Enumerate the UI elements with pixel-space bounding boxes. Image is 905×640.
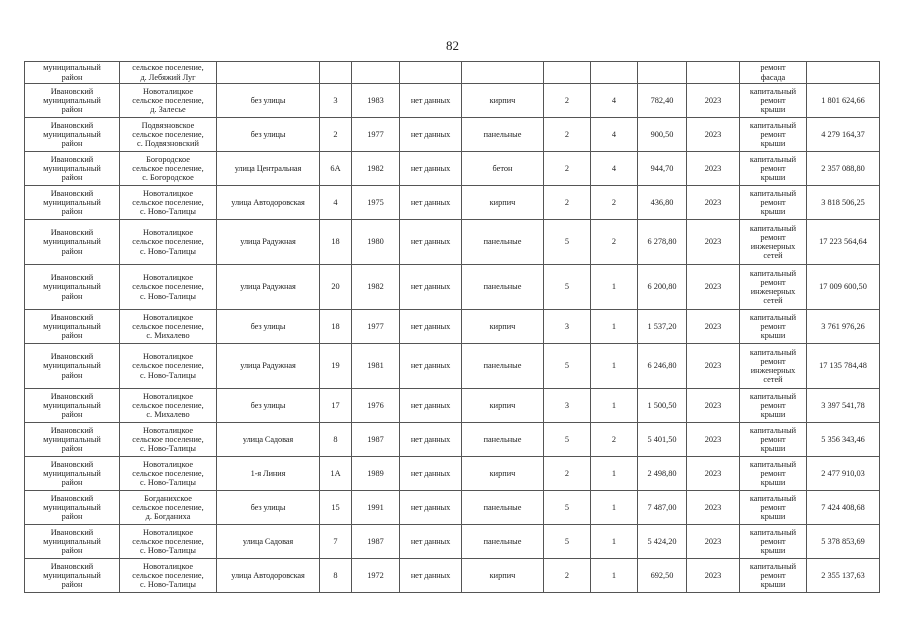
cell-house-number: 18 <box>320 310 352 344</box>
cell-street: улица Радужная <box>217 265 320 310</box>
cell-area: 5 424,20 <box>638 525 687 559</box>
cell-street: улица Радужная <box>217 344 320 389</box>
cell-area: 6 278,80 <box>638 220 687 265</box>
table-row <box>25 389 880 423</box>
cell-house-number: 8 <box>320 423 352 457</box>
cell-entrances: 4 <box>591 118 638 152</box>
cell-year-planned: 2023 <box>687 525 740 559</box>
cell-wall-material: кирпич <box>462 186 544 220</box>
cell-unknown: нет данных <box>400 220 462 265</box>
cell-house-number: 20 <box>320 265 352 310</box>
table-row <box>25 152 880 186</box>
cell-unknown: нет данных <box>400 423 462 457</box>
cell-work-type: капитальный ремонт крыши <box>740 118 807 152</box>
cell-year-built: 1983 <box>352 84 400 118</box>
cell-unknown: нет данных <box>400 389 462 423</box>
cell-street: улица Автодоровская <box>217 186 320 220</box>
cell-floors: 2 <box>544 118 591 152</box>
cell-district: Ивановский муниципальный район <box>25 265 120 310</box>
cell-work-type: капитальный ремонт крыши <box>740 152 807 186</box>
cell-floors: 5 <box>544 525 591 559</box>
cell-street <box>217 62 320 84</box>
cell-work-type: капитальный ремонт инженерных сетей <box>740 220 807 265</box>
cell-year-built <box>352 62 400 84</box>
cell-street: улица Радужная <box>217 220 320 265</box>
buildings-table <box>24 61 880 593</box>
cell-entrances: 2 <box>591 186 638 220</box>
cell-house-number <box>320 62 352 84</box>
cell-year-planned: 2023 <box>687 491 740 525</box>
cell-work-type: капитальный ремонт инженерных сетей <box>740 265 807 310</box>
cell-area: 782,40 <box>638 84 687 118</box>
cell-entrances: 1 <box>591 457 638 491</box>
cell-floors: 3 <box>544 389 591 423</box>
cell-house-number: 6А <box>320 152 352 186</box>
cell-house-number: 19 <box>320 344 352 389</box>
cell-year-planned <box>687 62 740 84</box>
cell-district: Ивановский муниципальный район <box>25 344 120 389</box>
cell-cost: 3 761 976,26 <box>807 310 880 344</box>
cell-work-type: капитальный ремонт крыши <box>740 84 807 118</box>
cell-settlement: Новоталицкое сельское поселение, с. Ново-Талицы <box>120 186 217 220</box>
cell-cost: 17 009 600,50 <box>807 265 880 310</box>
cell-year-built: 1977 <box>352 118 400 152</box>
cell-house-number: 15 <box>320 491 352 525</box>
cell-street: улица Автодоровская <box>217 559 320 593</box>
cell-area: 1 500,50 <box>638 389 687 423</box>
cell-house-number: 8 <box>320 559 352 593</box>
cell-cost: 2 357 088,80 <box>807 152 880 186</box>
cell-unknown: нет данных <box>400 559 462 593</box>
cell-unknown: нет данных <box>400 152 462 186</box>
cell-floors: 5 <box>544 220 591 265</box>
table-row <box>25 423 880 457</box>
cell-street: без улицы <box>217 310 320 344</box>
cell-cost: 2 477 910,03 <box>807 457 880 491</box>
table-row <box>25 118 880 152</box>
cell-district: муниципальный район <box>25 62 120 84</box>
page-number: 82 <box>446 38 459 53</box>
cell-house-number: 2 <box>320 118 352 152</box>
cell-cost: 17 135 784,48 <box>807 344 880 389</box>
cell-house-number: 3 <box>320 84 352 118</box>
cell-settlement: сельское поселение, д. Лебяжий Луг <box>120 62 217 84</box>
cell-settlement: Богородское сельское поселение, с. Богородское <box>120 152 217 186</box>
table-row <box>25 491 880 525</box>
cell-house-number: 17 <box>320 389 352 423</box>
cell-unknown: нет данных <box>400 310 462 344</box>
table-row <box>25 186 880 220</box>
cell-year-built: 1982 <box>352 152 400 186</box>
cell-floors: 2 <box>544 186 591 220</box>
cell-floors <box>544 62 591 84</box>
cell-unknown: нет данных <box>400 525 462 559</box>
cell-unknown: нет данных <box>400 491 462 525</box>
cell-year-built: 1981 <box>352 344 400 389</box>
cell-settlement: Новоталицкое сельское поселение, с. Ново-Талицы <box>120 220 217 265</box>
cell-entrances: 1 <box>591 491 638 525</box>
table-row <box>25 84 880 118</box>
cell-district: Ивановский муниципальный район <box>25 457 120 491</box>
cell-area: 436,80 <box>638 186 687 220</box>
cell-year-planned: 2023 <box>687 186 740 220</box>
cell-entrances: 1 <box>591 265 638 310</box>
cell-settlement: Новоталицкое сельское поселение, с. Ново-Талицы <box>120 457 217 491</box>
cell-work-type: капитальный ремонт крыши <box>740 559 807 593</box>
cell-cost: 17 223 564,64 <box>807 220 880 265</box>
cell-floors: 3 <box>544 310 591 344</box>
cell-year-built: 1987 <box>352 423 400 457</box>
cell-wall-material: панельные <box>462 344 544 389</box>
cell-house-number: 1А <box>320 457 352 491</box>
cell-year-built: 1991 <box>352 491 400 525</box>
cell-unknown: нет данных <box>400 84 462 118</box>
cell-wall-material: кирпич <box>462 84 544 118</box>
cell-floors: 2 <box>544 457 591 491</box>
cell-wall-material: панельные <box>462 491 544 525</box>
cell-year-planned: 2023 <box>687 344 740 389</box>
cell-entrances: 1 <box>591 389 638 423</box>
cell-year-built: 1980 <box>352 220 400 265</box>
cell-year-planned: 2023 <box>687 389 740 423</box>
cell-floors: 2 <box>544 84 591 118</box>
cell-street: без улицы <box>217 118 320 152</box>
cell-year-built: 1977 <box>352 310 400 344</box>
cell-wall-material: бетон <box>462 152 544 186</box>
cell-district: Ивановский муниципальный район <box>25 118 120 152</box>
cell-year-built: 1989 <box>352 457 400 491</box>
table-row <box>25 344 880 389</box>
cell-settlement: Новоталицкое сельское поселение, с. Ново-Талицы <box>120 265 217 310</box>
cell-unknown: нет данных <box>400 186 462 220</box>
cell-cost: 5 356 343,46 <box>807 423 880 457</box>
cell-year-planned: 2023 <box>687 559 740 593</box>
cell-district: Ивановский муниципальный район <box>25 220 120 265</box>
cell-district: Ивановский муниципальный район <box>25 559 120 593</box>
cell-settlement: Богданихское сельское поселение, д. Богданиха <box>120 491 217 525</box>
cell-cost: 7 424 408,68 <box>807 491 880 525</box>
cell-cost <box>807 62 880 84</box>
table-row <box>25 220 880 265</box>
cell-wall-material: панельные <box>462 525 544 559</box>
cell-unknown <box>400 62 462 84</box>
cell-area: 6 200,80 <box>638 265 687 310</box>
cell-wall-material <box>462 62 544 84</box>
cell-district: Ивановский муниципальный район <box>25 84 120 118</box>
cell-year-planned: 2023 <box>687 457 740 491</box>
cell-settlement: Новоталицкое сельское поселение, с. Ново-Талицы <box>120 423 217 457</box>
cell-cost: 3 397 541,78 <box>807 389 880 423</box>
cell-year-planned: 2023 <box>687 310 740 344</box>
cell-entrances: 1 <box>591 344 638 389</box>
cell-settlement: Новоталицкое сельское поселение, с. Михалево <box>120 310 217 344</box>
cell-year-built: 1987 <box>352 525 400 559</box>
cell-area: 900,50 <box>638 118 687 152</box>
cell-year-planned: 2023 <box>687 220 740 265</box>
cell-wall-material: панельные <box>462 265 544 310</box>
cell-year-planned: 2023 <box>687 118 740 152</box>
cell-year-built: 1975 <box>352 186 400 220</box>
cell-district: Ивановский муниципальный район <box>25 491 120 525</box>
table-row <box>25 457 880 491</box>
cell-year-planned: 2023 <box>687 423 740 457</box>
cell-floors: 5 <box>544 344 591 389</box>
cell-work-type: капитальный ремонт крыши <box>740 457 807 491</box>
cell-street: 1-я Линия <box>217 457 320 491</box>
cell-street: без улицы <box>217 389 320 423</box>
cell-wall-material: панельные <box>462 423 544 457</box>
table-body <box>25 62 880 593</box>
cell-cost: 4 279 164,37 <box>807 118 880 152</box>
cell-cost: 1 801 624,66 <box>807 84 880 118</box>
cell-work-type: капитальный ремонт крыши <box>740 491 807 525</box>
cell-street: без улицы <box>217 84 320 118</box>
cell-wall-material: панельные <box>462 220 544 265</box>
cell-settlement: Подвязновское сельское поселение, с. Подвязновский <box>120 118 217 152</box>
cell-district: Ивановский муниципальный район <box>25 423 120 457</box>
cell-street: улица Центральная <box>217 152 320 186</box>
cell-year-built: 1972 <box>352 559 400 593</box>
cell-area: 692,50 <box>638 559 687 593</box>
table-row <box>25 62 880 84</box>
cell-floors: 5 <box>544 265 591 310</box>
table-row <box>25 559 880 593</box>
cell-house-number: 18 <box>320 220 352 265</box>
cell-work-type: капитальный ремонт крыши <box>740 525 807 559</box>
cell-street: улица Садовая <box>217 525 320 559</box>
cell-area <box>638 62 687 84</box>
cell-unknown: нет данных <box>400 265 462 310</box>
cell-entrances: 2 <box>591 220 638 265</box>
cell-floors: 5 <box>544 423 591 457</box>
cell-work-type: ремонт фасада <box>740 62 807 84</box>
cell-work-type: капитальный ремонт крыши <box>740 310 807 344</box>
cell-house-number: 4 <box>320 186 352 220</box>
cell-settlement: Новоталицкое сельское поселение, с. Михалево <box>120 389 217 423</box>
cell-cost: 2 355 137,63 <box>807 559 880 593</box>
cell-entrances <box>591 62 638 84</box>
table-row <box>25 265 880 310</box>
cell-district: Ивановский муниципальный район <box>25 310 120 344</box>
cell-district: Ивановский муниципальный район <box>25 389 120 423</box>
cell-year-planned: 2023 <box>687 152 740 186</box>
cell-settlement: Новоталицкое сельское поселение, с. Ново-Талицы <box>120 344 217 389</box>
cell-settlement: Новоталицкое сельское поселение, с. Ново-Талицы <box>120 559 217 593</box>
table-row <box>25 310 880 344</box>
cell-year-built: 1976 <box>352 389 400 423</box>
cell-district: Ивановский муниципальный район <box>25 152 120 186</box>
cell-entrances: 1 <box>591 525 638 559</box>
cell-entrances: 1 <box>591 559 638 593</box>
cell-area: 2 498,80 <box>638 457 687 491</box>
cell-year-planned: 2023 <box>687 84 740 118</box>
cell-work-type: капитальный ремонт инженерных сетей <box>740 344 807 389</box>
cell-street: улица Садовая <box>217 423 320 457</box>
cell-wall-material: кирпич <box>462 310 544 344</box>
cell-wall-material: панельные <box>462 118 544 152</box>
cell-settlement: Новоталицкое сельское поселение, д. Залесье <box>120 84 217 118</box>
cell-street: без улицы <box>217 491 320 525</box>
cell-year-built: 1982 <box>352 265 400 310</box>
cell-area: 6 246,80 <box>638 344 687 389</box>
cell-wall-material: кирпич <box>462 457 544 491</box>
cell-area: 7 487,00 <box>638 491 687 525</box>
cell-unknown: нет данных <box>400 118 462 152</box>
cell-unknown: нет данных <box>400 344 462 389</box>
cell-cost: 5 378 853,69 <box>807 525 880 559</box>
cell-work-type: капитальный ремонт крыши <box>740 423 807 457</box>
cell-entrances: 4 <box>591 84 638 118</box>
cell-unknown: нет данных <box>400 457 462 491</box>
cell-floors: 2 <box>544 152 591 186</box>
cell-year-planned: 2023 <box>687 265 740 310</box>
cell-wall-material: кирпич <box>462 389 544 423</box>
table-row <box>25 525 880 559</box>
cell-entrances: 1 <box>591 310 638 344</box>
cell-house-number: 7 <box>320 525 352 559</box>
cell-cost: 3 818 506,25 <box>807 186 880 220</box>
cell-area: 1 537,20 <box>638 310 687 344</box>
cell-settlement: Новоталицкое сельское поселение, с. Ново-Талицы <box>120 525 217 559</box>
cell-entrances: 4 <box>591 152 638 186</box>
cell-floors: 2 <box>544 559 591 593</box>
cell-area: 5 401,50 <box>638 423 687 457</box>
cell-district: Ивановский муниципальный район <box>25 525 120 559</box>
cell-wall-material: кирпич <box>462 559 544 593</box>
cell-district: Ивановский муниципальный район <box>25 186 120 220</box>
cell-work-type: капитальный ремонт крыши <box>740 389 807 423</box>
cell-area: 944,70 <box>638 152 687 186</box>
cell-entrances: 2 <box>591 423 638 457</box>
cell-floors: 5 <box>544 491 591 525</box>
cell-work-type: капитальный ремонт крыши <box>740 186 807 220</box>
